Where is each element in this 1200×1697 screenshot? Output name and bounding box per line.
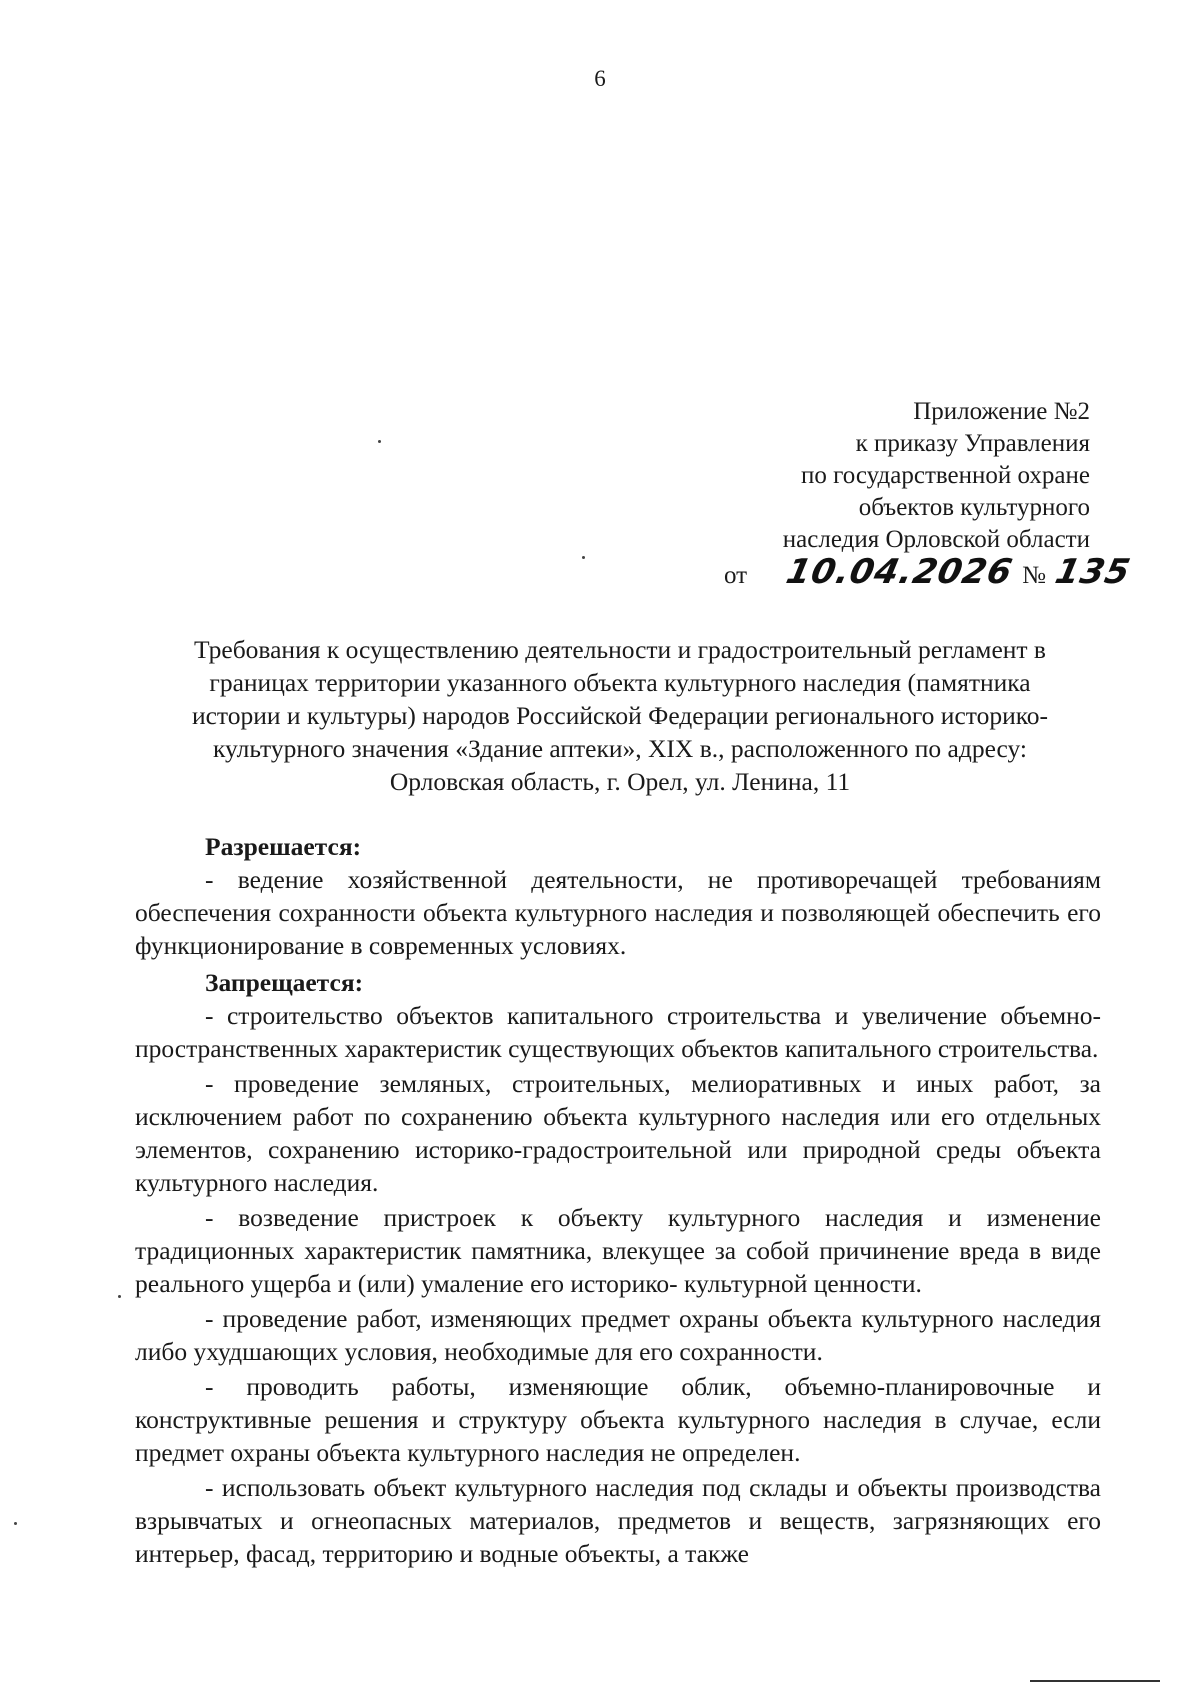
scan-speck — [582, 556, 585, 559]
forbidden-item: - использовать объект культурного наследия под склады и объекты производства взрывчатых и огнеопасных материалов, предметов и веществ, загрязняющих его интерьер, фасад, территорию и водные объекты, а также — [135, 1473, 1101, 1568]
forbidden-item: - проводить работы, изменяющие облик, объемно-планировочные и конструктивные решения и структуру объекта культурного наследия в случае, если предмет охраны объекта культурного наследия не определен. — [135, 1372, 1101, 1467]
scan-edge-line — [1030, 1680, 1160, 1682]
title-line-1: Требования к осуществлению деятельности и градостроительный регламент в — [194, 635, 1046, 664]
handwritten-number: 135 — [1051, 552, 1135, 592]
forbidden-item: - проведение работ, изменяющих предмет охраны объекта культурного наследия либо ухудшающих условия, необходимые для его сохранности. — [135, 1304, 1101, 1366]
page-number: 6 — [594, 66, 606, 91]
scan-speck — [14, 1522, 17, 1525]
appendix-authority-line: по государственной охране — [800, 462, 1090, 489]
allowed-item: - ведение хозяйственной деятельности, не противоречащей требованиям обеспечения сохранности объекта культурного наследия и позволяющей обеспечить его функционирование в современных условиях. — [135, 865, 1101, 960]
appendix-authority-line-2: объектов культурного — [858, 494, 1090, 521]
title-line-2: границах территории указанного объекта культурного наследия (памятника — [209, 668, 1031, 697]
appendix-block — [684, 396, 1135, 592]
appendix-title: Приложение №2 — [913, 398, 1090, 425]
scan-speck — [118, 1295, 121, 1298]
forbidden-item: - проведение земляных, строительных, мелиоративных и иных работ, за исключением работ по сохранению объекта культурного наследия или его отдельных элементов, сохранению историко-градостроительной или природной среды объекта культурного наследия. — [135, 1069, 1101, 1197]
from-label: от — [723, 562, 748, 589]
number-label: № — [1022, 562, 1047, 589]
title-line-3: истории и культуры) народов Российской Федерации регионального историко- — [191, 701, 1049, 730]
document-body — [135, 830, 1101, 1570]
document-title — [140, 633, 1100, 798]
forbidden-item: - возведение пристроек к объекту культурного наследия и изменение традиционных характеристик памятника, влекущее за собой причинение вреда в виде реального ущерба и (или) умаление его историко- культурной ценности. — [135, 1203, 1101, 1298]
appendix-date-line — [723, 552, 1135, 592]
title-line-4: культурного значения «Здание аптеки», XIX в., расположенного по адресу: — [212, 734, 1028, 763]
allowed-heading: Разрешается: — [205, 832, 362, 861]
appendix-authority-line-3: наследия Орловской области — [782, 526, 1090, 553]
forbidden-item: - строительство объектов капитального строительства и увеличение объемно-пространственных характеристик существующих объектов капитального строительства. — [135, 1001, 1101, 1063]
handwritten-date: 10.04.2026 — [782, 552, 1017, 592]
title-line-5: Орловская область, г. Орел, ул. Ленина, 11 — [389, 767, 851, 796]
appendix-order-line: к приказу Управления — [855, 430, 1090, 457]
forbidden-heading: Запрещается: — [205, 968, 364, 997]
scan-speck — [378, 440, 381, 443]
